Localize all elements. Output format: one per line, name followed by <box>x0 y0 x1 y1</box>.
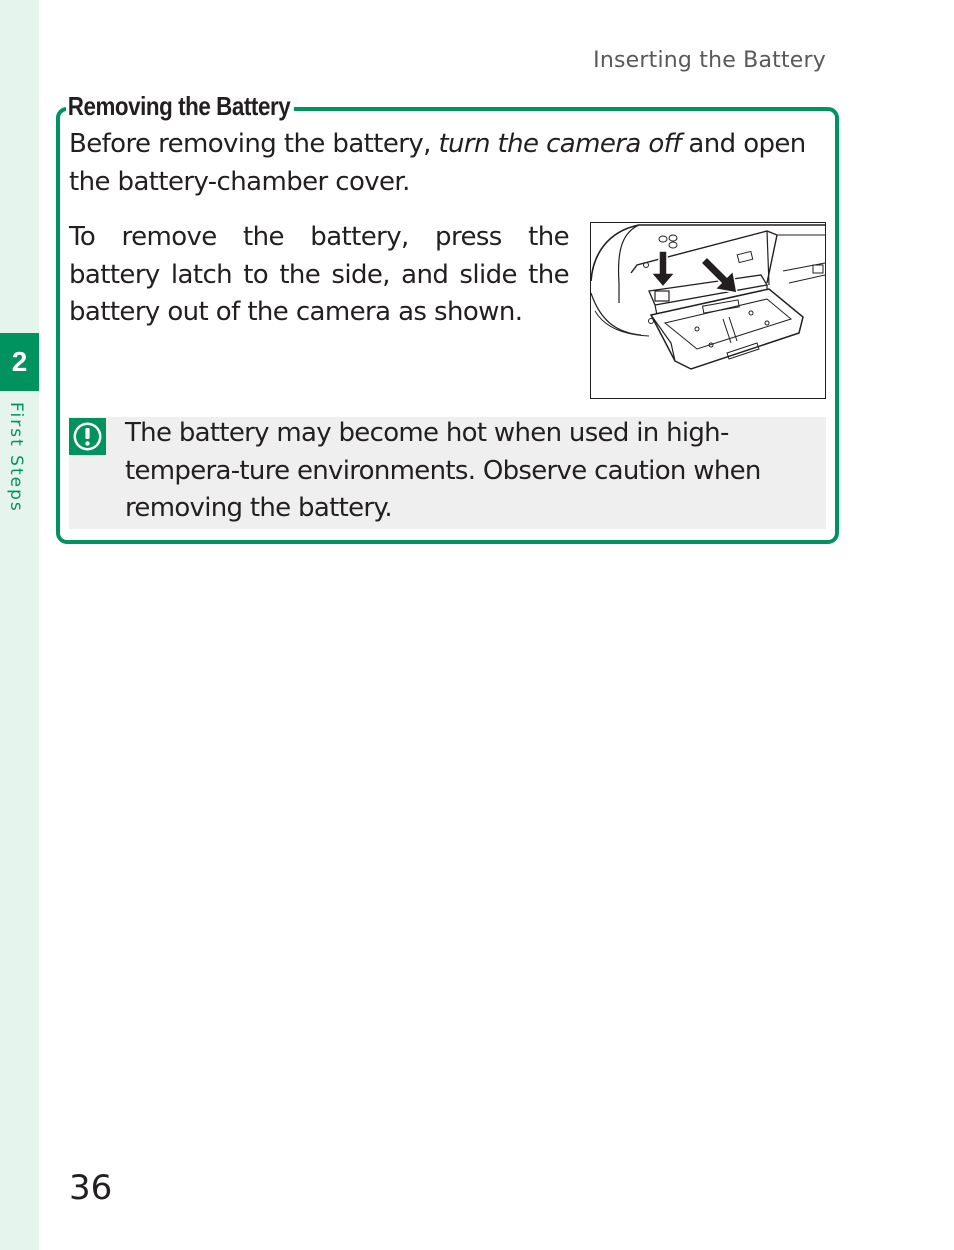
section-title: Removing the Battery <box>66 89 294 123</box>
chapter-title: First Steps <box>6 402 26 513</box>
instruction-paragraph: To remove the battery, press the battery latch to the side, and slide the battery out of the camera as shown. <box>69 222 569 327</box>
battery-removal-illustration <box>590 222 826 399</box>
camera-battery-illustration-svg <box>591 223 825 398</box>
chapter-number-tab <box>0 333 39 391</box>
intro-text-after: and open the battery-chamber cover. <box>69 129 806 197</box>
caution-text: The battery may become hot when used in high-tempera-ture environments. Observe caution when removing the battery. <box>125 418 761 523</box>
intro-paragraph <box>69 126 829 201</box>
caution-exclamation-icon <box>69 418 106 455</box>
intro-text-before: Before removing the battery, <box>69 129 439 159</box>
chapter-number: 2 <box>11 346 28 377</box>
caution-note <box>69 417 826 529</box>
running-head: Inserting the Battery <box>593 48 826 73</box>
page-number: 36 <box>69 1168 113 1208</box>
intro-emphasis: turn the camera off <box>438 129 681 159</box>
side-strip <box>0 0 39 1250</box>
